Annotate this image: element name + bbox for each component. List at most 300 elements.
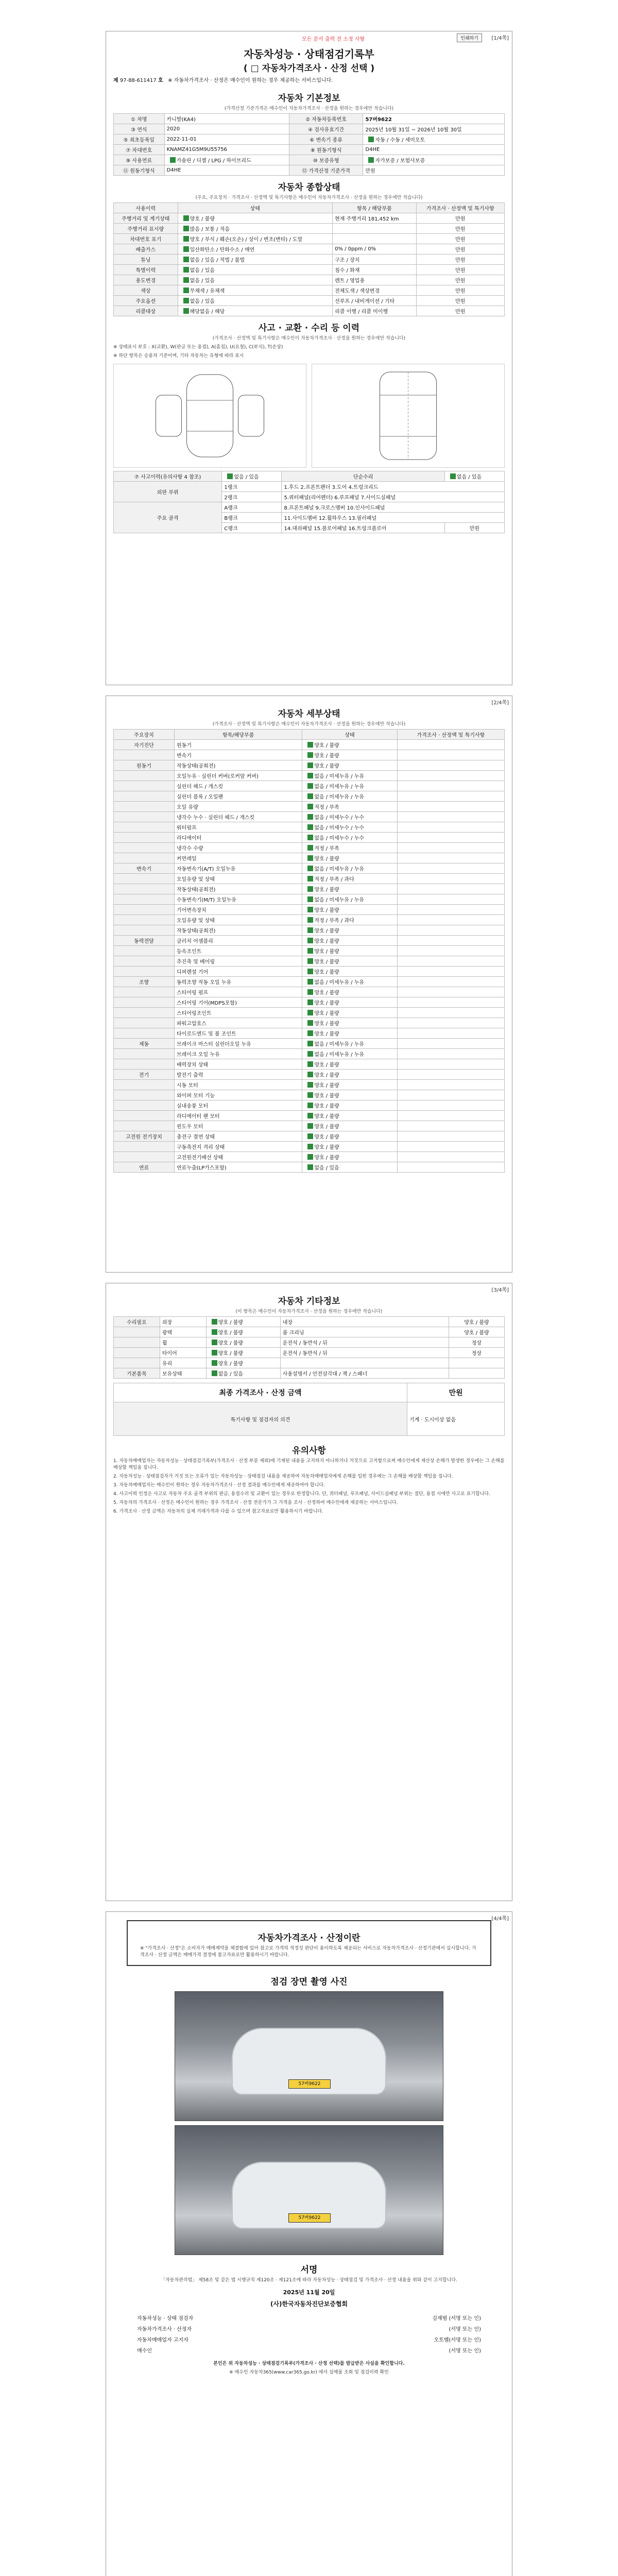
cell — [302, 822, 397, 833]
cell-text: 없음 / 미세누유 / 누유 — [314, 897, 365, 903]
cell — [114, 884, 175, 894]
table-row — [114, 874, 505, 884]
overall-status-title: 자동차 종합상태 — [278, 182, 340, 193]
col-header: 상태 — [302, 730, 397, 740]
cell: 운전석 / 동반석 / 뒤 — [280, 1337, 449, 1348]
cell — [302, 833, 397, 843]
table-row — [114, 812, 505, 822]
cell: 정상 — [449, 1348, 504, 1358]
col-header: 가격조사 · 산정액 및 특기사항 — [416, 203, 505, 213]
table-row — [114, 244, 505, 255]
cell: A랭크 — [222, 502, 282, 513]
cell: 렌트 / 영업용 — [333, 275, 416, 285]
cell: 오일누유 · 실린더 커버(로커암 커버) — [175, 771, 302, 781]
cell — [302, 1080, 397, 1090]
cell: 제동 — [114, 1039, 175, 1049]
cell-text: 해당없음 / 해당 — [190, 309, 225, 315]
doc-no-suffix: 호 — [158, 78, 163, 83]
cell-text: 없음 / 있음 — [456, 474, 482, 481]
cell — [114, 1059, 175, 1070]
cell — [114, 1028, 175, 1039]
checkbox — [307, 938, 313, 943]
cell — [397, 1090, 504, 1100]
cell — [114, 915, 175, 925]
signature-line — [106, 2312, 512, 2323]
license-plate: 57버9622 — [288, 2079, 331, 2089]
page-number: [2/4쪽] — [491, 700, 509, 706]
checkbox — [307, 948, 313, 954]
cell-text: 양호 / 불량 — [314, 928, 339, 934]
cell: ⑦ 사고이력(유의사항 4 참조) — [114, 471, 222, 482]
cell — [302, 1090, 397, 1100]
cell: 브레이크 마스터 실린더오일 누유 — [175, 1039, 302, 1049]
cell: C랭크 — [222, 523, 282, 533]
cell-text: 양호 / 불량 — [314, 908, 339, 913]
cell: ① 차명 — [114, 114, 165, 124]
cell — [397, 1028, 504, 1039]
table-row — [114, 750, 505, 760]
cell: 원동기 — [114, 760, 175, 771]
cell: ⑨ 사용연료 — [114, 155, 165, 165]
record-page-2 — [106, 696, 512, 1273]
cell: 수리필요 — [114, 1317, 160, 1327]
checkbox — [307, 896, 313, 902]
cell: 휠 — [160, 1337, 206, 1348]
cell: 만원 — [444, 523, 504, 533]
cell — [114, 987, 175, 997]
cell-text: 없음 / 있음 — [190, 278, 215, 284]
cell: 냉각수 수량 — [175, 843, 302, 853]
table-row — [114, 482, 505, 492]
checkbox — [307, 1030, 313, 1036]
table-row — [114, 471, 505, 482]
cell — [397, 1018, 504, 1028]
cell-text: 없음 / 미세누유 / 누유 — [314, 867, 365, 872]
cell — [206, 1368, 280, 1379]
cell: 기어변속장치 — [175, 905, 302, 915]
cell — [333, 234, 416, 244]
final-price-table — [113, 1383, 505, 1436]
cell: 고전원전기배선 상태 — [175, 1152, 302, 1162]
cell — [302, 967, 397, 977]
cell-text: 없음 / 미세누유 / 누유 — [314, 794, 365, 800]
cell — [114, 812, 175, 822]
cell: 스티어링조인트 — [175, 1008, 302, 1018]
basic-info-title: 자동차 기본정보 — [278, 93, 340, 104]
accident-legend: ※ 상태표시 부호 : X(교환), W(판금 또는 용접), A(흠집), U(요철), C(부식), T(손상) — [113, 345, 283, 350]
checkbox — [212, 1350, 217, 1355]
cell: ⑩ 보증유형 — [289, 155, 363, 165]
cell: 만원 — [416, 244, 505, 255]
checkbox — [307, 1041, 313, 1046]
table-header — [114, 730, 505, 740]
record-page-1 — [106, 31, 512, 685]
cell-text: 가솔린 / 디젤 / LPG / 하이브리드 — [176, 158, 251, 164]
cell — [397, 987, 504, 997]
cell: 기본품목 — [114, 1368, 160, 1379]
cell-text: 양호 / 불량 — [314, 970, 339, 975]
cell: 배출가스 — [114, 244, 178, 255]
cell — [206, 1358, 280, 1368]
cell: 주행거리 및 계기상태 — [114, 213, 178, 224]
cell: 오일유량 및 상태 — [175, 915, 302, 925]
signer-value: (서명 또는 인) — [449, 2348, 481, 2354]
table-row — [114, 1080, 505, 1090]
cell: 5.쿼터패널(리어펜더) 6.루프패널 7.사이드실패널 — [282, 492, 505, 502]
cell: 타이어 — [160, 1348, 206, 1358]
cell — [302, 1100, 397, 1111]
cell — [397, 1152, 504, 1162]
cell-text: 없음 / 있음 — [190, 299, 215, 304]
cell: 내장 — [280, 1317, 449, 1327]
table-row — [114, 255, 505, 265]
cell: 브레이크 오일 누유 — [175, 1049, 302, 1059]
table-row — [114, 1018, 505, 1028]
table-row — [114, 1070, 505, 1080]
cell: 8.프론트패널 9.크로스멤버 10.인사이드패널 — [282, 502, 505, 513]
table-row — [114, 977, 505, 987]
cell: B랭크 — [222, 513, 282, 523]
cell-text: 일산화탄소 / 탄화수소 / 매연 — [190, 247, 255, 253]
other-info-table — [113, 1316, 505, 1379]
cell — [302, 1131, 397, 1142]
checkbox — [307, 762, 313, 768]
cell: 유리 — [160, 1358, 206, 1368]
note-4: 4. 사고이력 인정은 사고로 자동차 주요 골격 부위의 판금, 용접수리 및 교환이 있는 경우로 한정합니다. 단, 쿼터패널, 루프패널, 사이드실패널 부위는 절단, 용접 시에만 사고로 표기합니다. — [113, 1492, 490, 1497]
record-page-4 — [106, 1911, 512, 2576]
cell — [178, 285, 333, 296]
cell — [302, 936, 397, 946]
signature-footer-1: 본인은 위 자동차성능 · 상태점검기록부(가격조사 · 산정 선택)를 발급받은 사실을 확인합니다. — [213, 2361, 405, 2367]
price-intro-title: 자동차가격조사 · 산정이란 — [258, 1933, 360, 1943]
cell: 클러치 어셈블리 — [175, 936, 302, 946]
cell: 11.사이드멤버 12.휠하우스 13.필러패널 — [282, 513, 505, 523]
checkbox — [183, 226, 189, 231]
cell: 스티어링 기어(MDPS포함) — [175, 997, 302, 1008]
cell-text: 양호 / 불량 — [314, 1083, 339, 1089]
cell: 전체도색 / 색상변경 — [333, 285, 416, 296]
col-header: 주요장치 — [114, 730, 175, 740]
cell-text: 없음 / 있음 — [314, 1165, 339, 1171]
cell-text: 양호 / 불량 — [218, 1320, 244, 1326]
cell — [397, 1070, 504, 1080]
table-row — [114, 956, 505, 967]
page-number: [3/4쪽] — [491, 1287, 509, 1293]
cell — [178, 265, 333, 275]
accident-table — [113, 471, 505, 533]
table-row — [114, 1090, 505, 1100]
cell-text: 양호 / 불량 — [314, 753, 339, 759]
cell — [114, 843, 175, 853]
cell — [302, 843, 397, 853]
cell-text: 양호 / 불량 — [314, 856, 339, 862]
cell — [397, 1121, 504, 1131]
cell: 고전원 전기장치 — [114, 1131, 175, 1142]
signature-line — [106, 2345, 512, 2355]
cell — [302, 760, 397, 771]
cell: 침수 / 화재 — [333, 265, 416, 275]
table-row — [114, 894, 505, 905]
cell — [397, 874, 504, 884]
cell-text: 없음 / 미세누유 / 누유 — [314, 1042, 365, 1047]
cell: 구동축전지 격리 상태 — [175, 1142, 302, 1152]
checkbox — [307, 866, 313, 871]
cell: 주요 골격 — [114, 502, 222, 533]
cell — [114, 1348, 160, 1358]
checkbox — [183, 298, 189, 303]
cell — [302, 791, 397, 802]
checkbox — [307, 1061, 313, 1067]
cell — [302, 1018, 397, 1028]
cell: 윈도우 모터 — [175, 1121, 302, 1131]
table-row — [114, 771, 505, 781]
cell-text: 없음 / 미세누수 / 누수 — [314, 815, 365, 821]
cell: ⑦ 차대번호 — [114, 145, 165, 155]
cell-text: 양호 / 불량 — [314, 1073, 339, 1078]
cell: 외장 — [160, 1317, 206, 1327]
cell — [114, 1121, 175, 1131]
col-header: 항목/해당부품 — [175, 730, 302, 740]
cell — [397, 1059, 504, 1070]
table-row — [114, 234, 505, 244]
detail-status-table — [113, 729, 505, 1173]
document-subtitle: ( □ 자동차가격조사 · 산정 선택 ) — [243, 63, 375, 74]
cell-text: 자동 / 수동 / 세미오토 — [375, 138, 425, 143]
cell — [302, 1028, 397, 1039]
table-row — [114, 936, 505, 946]
cell — [302, 915, 397, 925]
cell: 조향 — [114, 977, 175, 987]
cell-text: 양호 / 불량 — [314, 1021, 339, 1027]
cell: 2022-11-01 — [164, 134, 289, 145]
cell: 14.대쉬패널 15.플로어패널 16.트렁크플로어 — [282, 523, 444, 533]
checkbox — [307, 1082, 313, 1088]
table-row — [114, 1317, 505, 1327]
table-row — [114, 1348, 505, 1358]
cell: 냉각수 누수 · 실린더 헤드 / 개스킷 — [175, 812, 302, 822]
cell: 만원 — [416, 285, 505, 296]
cell: 라디에이터 — [175, 833, 302, 843]
checkbox — [307, 979, 313, 985]
cell: 용도변경 — [114, 275, 178, 285]
table-row — [114, 275, 505, 285]
page-number: [1/4쪽] — [491, 36, 509, 41]
cell-text: 없음 / 있음 / 적법 / 불법 — [190, 258, 245, 263]
table-row — [114, 802, 505, 812]
cell — [114, 771, 175, 781]
cell — [397, 1100, 504, 1111]
cell: 양호 / 불량 — [449, 1317, 504, 1327]
cell — [114, 894, 175, 905]
signer-value: (서명 또는 인) — [449, 2327, 481, 2333]
other-info-sub: (이 항목은 매수인이 자동차가격조사 · 산정을 원하는 경우에만 적습니다) — [235, 1309, 383, 1314]
cell — [114, 956, 175, 967]
cell — [302, 781, 397, 791]
checkbox — [307, 1020, 313, 1026]
table-row — [114, 114, 505, 124]
cell: 충전구 절연 상태 — [175, 1131, 302, 1142]
cell: 작동상태(공회전) — [175, 884, 302, 894]
cell: 0% / 0ppm / 0% — [333, 244, 416, 255]
checkbox — [307, 845, 313, 851]
cell: ③ 연식 — [114, 124, 165, 134]
cell-text: 없음 / 있음 — [190, 268, 215, 274]
cell — [302, 863, 397, 874]
cell — [206, 1348, 280, 1358]
col-header: 사용이력 — [114, 203, 178, 213]
cell: 운전석 / 동반석 / 뒤 — [280, 1348, 449, 1358]
cell: 만원 — [416, 306, 505, 316]
print-button[interactable]: 인쇄하기 — [457, 33, 482, 42]
top-bar — [106, 31, 512, 44]
cell — [397, 750, 504, 760]
cell: 특별이력 — [114, 265, 178, 275]
cell — [397, 1142, 504, 1152]
cell — [206, 1337, 280, 1348]
cell — [302, 977, 397, 987]
cell — [302, 1039, 397, 1049]
checkbox — [307, 773, 313, 778]
cell — [302, 884, 397, 894]
cell-text: 양호 / 불량 — [190, 216, 215, 222]
cell-text: 양호 / 불량 — [314, 1114, 339, 1120]
cell: 2랭크 — [222, 492, 282, 502]
cell — [178, 255, 333, 265]
cell — [397, 946, 504, 956]
cell: 만원 — [416, 213, 505, 224]
checkbox — [212, 1360, 217, 1366]
cell-text: 양호 / 불량 — [314, 1134, 339, 1140]
signature-line — [106, 2323, 512, 2334]
note-2: 2. 자동차성능 · 상태점검자가 거짓 또는 오류가 있는 자동차성능 · 상태점검 내용을 제공하여 자동차매매업자에게 손해를 입힌 경우에는 그 손해를 배상할 책임을 집니다. — [113, 1474, 453, 1480]
cell: 실린더 헤드 / 개스킷 — [175, 781, 302, 791]
cell — [114, 1142, 175, 1152]
cell-text: 양호 / 불량 — [218, 1361, 244, 1367]
cell: 만원 — [416, 255, 505, 265]
table-row — [114, 285, 505, 296]
cell-text: 양호 / 불량 — [314, 959, 339, 965]
cell-text: 양호 / 불량 — [314, 1001, 339, 1006]
cell-text: 적정 / 부족 / 과다 — [314, 877, 354, 883]
cell — [397, 740, 504, 750]
cell: ⑪ 원동기형식 — [114, 165, 165, 176]
table-row — [114, 213, 505, 224]
basic-info-table — [113, 113, 505, 176]
checkbox — [307, 855, 313, 861]
cell — [178, 234, 333, 244]
car-frame-icon — [312, 364, 504, 467]
cell: 라디에이터 팬 모터 — [175, 1111, 302, 1121]
car-outline-icon — [114, 364, 306, 467]
doc-no-label: 제 — [113, 78, 118, 83]
cell — [397, 884, 504, 894]
cell: 작동상태(공회전) — [175, 925, 302, 936]
cell: 자동변속기(A/T) 오일누유 — [175, 863, 302, 874]
table-row — [114, 165, 505, 176]
cell — [397, 977, 504, 987]
checkbox — [307, 876, 313, 882]
checkbox — [307, 1103, 313, 1108]
signature-footer-2: ※ 매수인 자동차365(www.car365.go.kr) 에서 실매물 조회 및 점검이력 확인 — [229, 2370, 389, 2376]
cell — [206, 1317, 280, 1327]
signer-value: 오토벨(서명 또는 인) — [434, 2337, 481, 2344]
cell: 만원 — [416, 296, 505, 306]
cell — [114, 822, 175, 833]
cell — [206, 1327, 280, 1337]
cell — [302, 771, 397, 781]
table-row — [114, 1049, 505, 1059]
notes-title: 유의사항 — [292, 1446, 326, 1456]
checkbox — [307, 752, 313, 758]
cell-text: 없음 / 있음 — [234, 474, 259, 481]
cell — [114, 946, 175, 956]
cell-text: 많음 / 보통 / 적음 — [190, 227, 230, 232]
cell — [397, 905, 504, 915]
cell — [114, 1080, 175, 1090]
cell — [397, 1039, 504, 1049]
table-header — [114, 203, 505, 213]
cell — [444, 471, 504, 482]
cell: D4HE — [363, 145, 505, 155]
checkbox — [307, 1113, 313, 1118]
cell — [114, 802, 175, 812]
cell: 추진축 및 베어링 — [175, 956, 302, 967]
cell: 리콜 이행 / 리콜 미이행 — [333, 306, 416, 316]
cell: ② 자동차등록번호 — [289, 114, 363, 124]
cell: 파워고압호스 — [175, 1018, 302, 1028]
cell — [302, 750, 397, 760]
cell — [178, 224, 333, 234]
cell — [114, 1100, 175, 1111]
cell: 사용설명서 / 안전삼각대 / 잭 / 스패너 — [280, 1368, 449, 1379]
table-row — [114, 1100, 505, 1111]
checkbox — [307, 958, 313, 964]
table-row — [114, 863, 505, 874]
table-row — [114, 1131, 505, 1142]
table-row — [114, 124, 505, 134]
cell — [114, 967, 175, 977]
cell-text: 양호 / 불량 — [314, 1011, 339, 1016]
cell — [449, 1368, 504, 1379]
cell — [397, 956, 504, 967]
cell-text: 없음 / 미세누유 / 누유 — [314, 784, 365, 790]
table-row — [114, 967, 505, 977]
cell — [397, 1131, 504, 1142]
cell: 튜닝 — [114, 255, 178, 265]
cell: 리콜대상 — [114, 306, 178, 316]
cell-text: 무채색 / 유채색 — [190, 289, 225, 294]
cell: 만원 — [363, 165, 505, 176]
cell: ⑧ 원동기형식 — [289, 145, 363, 155]
table-row — [114, 1142, 505, 1152]
table-row — [114, 822, 505, 833]
cell-text: 양호 / 불량 — [314, 887, 339, 893]
checkbox — [307, 1051, 313, 1057]
cell-text: 적정 / 부족 / 과다 — [314, 918, 354, 924]
accident-history-sub: (가격조사 · 산정액 및 특기사항은 매수인이 자동차가격조사 · 산정을 원하는 경우에만 적습니다) — [212, 336, 406, 341]
overall-status-sub: (주요, 주요장치 · 가격조사 · 산정액 및 특기사항은 매수인이 자동차가격조사 · 산정을 원하는 경우에만 적습니다) — [195, 195, 423, 200]
checkbox — [450, 473, 456, 479]
checkbox — [307, 804, 313, 809]
signer-label: 자동차성능 · 상태 점검자 — [137, 2316, 194, 2322]
price-intro-body: ※ "가격조사 · 산정"은 소비자가 매매계약을 체결함에 있어 참고로 가격의 적정성 판단이 용이하도록 제공되는 서비스로 자동차가격조사 · 산정기관에서 실시합니다. 가격조사 · 산정 금액은 매매가격 결정에 참고자료로만 활용하시기 바랍니다. — [140, 1946, 476, 1958]
cell — [397, 967, 504, 977]
table-row — [114, 1121, 505, 1131]
checkbox — [307, 1144, 313, 1149]
cell: 양호 / 불량 — [449, 1327, 504, 1337]
cell — [114, 833, 175, 843]
cell-text: 자가보증 / 보험사보증 — [375, 158, 425, 164]
